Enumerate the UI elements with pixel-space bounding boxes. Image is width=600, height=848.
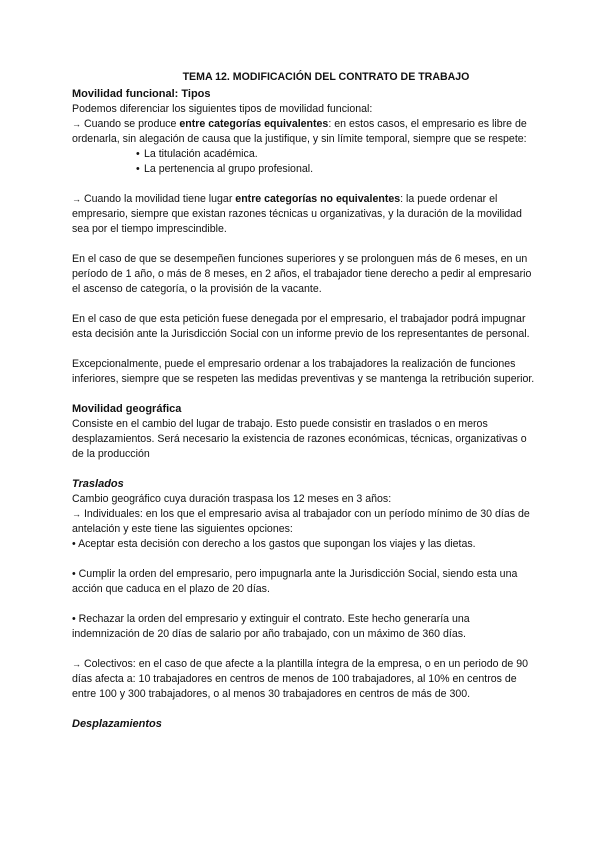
- paragraph-traslados-intro: Cambio geográfico cuya duración traspasa los 12 meses en 3 años:: [72, 493, 392, 505]
- paragraph-peticion-denegada: En el caso de que esta petición fuese denegada por el empresario, el trabajador podrá impugnar esta decisión ante la Jurisdicción Social con un informe previo de los representantes de personal.: [72, 313, 530, 340]
- option-aceptar: • Aceptar esta decisión con derecho a los gastos que supongan los viajes y las dietas.: [72, 538, 476, 550]
- paragraph-colectivos: → Colectivos: en el caso de que afecte a la plantilla íntegra de la empresa, o en un periodo de 90 días afecta a: 10 trabajadores en centros de menos de 100 trabajadores, al 10% en centros de entre 100 y 300 trabajadores, o al menos 30 trabajadores en centros de más de 300.: [72, 658, 528, 700]
- intro-paragraph: Podemos diferenciar los siguientes tipos de movilidad funcional:: [72, 103, 373, 115]
- heading-traslados: Traslados: [72, 478, 124, 490]
- option-cumplir: • Cumplir la orden del empresario, pero impugnarla ante la Jurisdicción Social, siendo esta una acción que caduca en el plazo de 20 días.: [72, 568, 518, 595]
- paragraph-funciones-inferiores: Excepcionalmente, puede el empresario ordenar a los trabajadores la realización de funciones inferiores, siempre que se respeten las medidas preventivas y se mantenga la retribución superior.: [72, 358, 535, 385]
- arrow-icon: →: [72, 119, 81, 129]
- paragraph-movilidad-geografica: Consiste en el cambio del lugar de trabajo. Esto puede consistir en traslados o en meros desplazamientos. Será necesario la existencia de razones económicas, técnicas, organizativas o de la producción: [72, 418, 527, 460]
- list-item: • La pertenencia al grupo profesional.: [136, 162, 540, 177]
- heading-movilidad-funcional: Movilidad funcional: Tipos: [72, 88, 211, 100]
- document-title: TEMA 12. MODIFICACIÓN DEL CONTRATO DE TRABAJO: [182, 71, 470, 83]
- paragraph-funciones-superiores: En el caso de que se desempeñen funciones superiores y se prolonguen más de 6 meses, en un período de 1 año, o más de 8 meses, en 2 años, el trabajador tiene derecho a pedir al empresario el ascenso de categoría, o la provisión de la vacante.: [72, 253, 532, 295]
- option-rechazar: • Rechazar la orden del empresario y extinguir el contrato. Este hecho generaría una indemnización de 20 días de salario por año trabajado, con un máximo de 360 días.: [72, 613, 470, 640]
- heading-desplazamientos: Desplazamientos: [72, 718, 162, 730]
- arrow-icon: →: [72, 509, 81, 519]
- paragraph-equivalentes: → Cuando se produce entre categorías equivalentes: en estos casos, el empresario es libre de ordenarla, sin alegación de causa que la justifique, y sin límite temporal, siempre que se respete:: [72, 118, 527, 145]
- paragraph-no-equivalentes: → Cuando la movilidad tiene lugar entre categorías no equivalentes: la puede ordenar el empresario, siempre que existan razones técnicas u organizativas, y la duración de la movilidad sea por el tiempo imprescindible.: [72, 193, 522, 235]
- bullet-list: [72, 147, 540, 177]
- paragraph-individuales: → Individuales: en los que el empresario avisa al trabajador con un período mínimo de 30 días de antelación y este tiene las siguientes opciones:: [72, 508, 530, 535]
- arrow-icon: →: [72, 194, 81, 204]
- heading-movilidad-geografica: Movilidad geográfica: [72, 403, 182, 415]
- list-item: • La titulación académica.: [136, 147, 540, 162]
- arrow-icon: →: [72, 659, 81, 669]
